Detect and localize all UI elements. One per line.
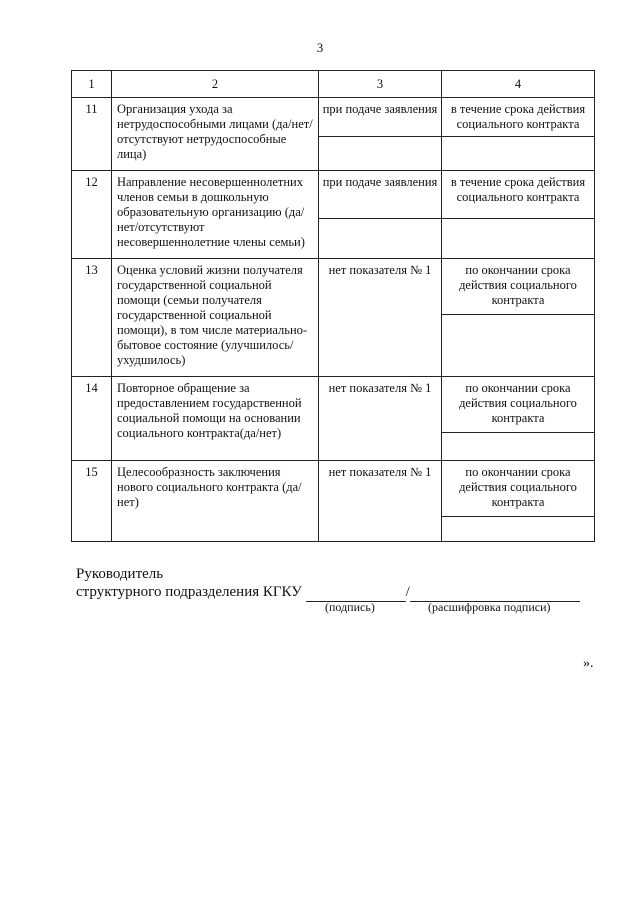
- col4-value: по окончании срока действия социального контракта: [459, 263, 577, 307]
- col3-value: при подаче заявления: [322, 102, 438, 116]
- signature-block: [76, 565, 580, 602]
- col4-empty-cell: [442, 218, 594, 219]
- col4-empty-cell: [442, 432, 594, 433]
- signature-separator: /: [405, 584, 410, 600]
- row-description: Направление несовершеннолетних членов семьи в дошкольную образовательную организацию (да/нет/отсутствуют несовершеннолетние члены семьи): [112, 171, 319, 259]
- col3-empty-cell: [319, 218, 441, 219]
- row-description: Целесообразность заключения нового социального контракта (да/нет): [112, 461, 319, 542]
- col3-value: нет показателя № 1: [328, 381, 432, 395]
- col3-value: нет показателя № 1: [328, 465, 432, 479]
- col4-value: по окончании срока действия социального контракта: [459, 381, 577, 425]
- row-description: Оценка условий жизни получателя государственной социальной помощи (семьи получателя государственной социальной помощи), в том числе материально-бытовое состояние (улучшилось/ухудшилось): [112, 259, 319, 377]
- col3-empty-cell: [319, 136, 441, 137]
- row-col4: [442, 171, 595, 259]
- col4-value: по окончании срока действия социального контракта: [459, 465, 577, 509]
- col3-value: при подаче заявления: [322, 175, 438, 189]
- table-header-row: [72, 71, 595, 98]
- row-col3: [319, 259, 442, 377]
- col4-empty-cell: [442, 136, 594, 137]
- col4-value: в течение срока действия социального контракта: [450, 175, 586, 204]
- col4-empty-cell: [442, 516, 594, 517]
- col4-empty-cell: [442, 314, 594, 315]
- row-number: 11: [72, 98, 112, 171]
- row-col4: [442, 461, 595, 542]
- table-row: [72, 98, 595, 171]
- page-number: 3: [316, 40, 324, 55]
- table-row: [72, 461, 595, 542]
- row-col3: [319, 171, 442, 259]
- row-col4: [442, 98, 595, 171]
- row-col4: [442, 377, 595, 461]
- table-row: [72, 171, 595, 259]
- row-col3: [319, 461, 442, 542]
- col4-value: в течение срока действия социального контракта: [450, 102, 586, 131]
- signature-department: структурного подразделения КГКУ: [76, 584, 302, 600]
- row-number: 15: [72, 461, 112, 542]
- column-header: 3: [319, 71, 442, 98]
- row-description: Повторное обращение за предоставлением государственной социальной помощи на основании социального контракта(да/нет): [112, 377, 319, 461]
- row-col3: [319, 377, 442, 461]
- signature-title: Руководитель: [76, 566, 164, 582]
- column-header: 1: [72, 71, 112, 98]
- table-row: [72, 259, 595, 377]
- column-header: 2: [112, 71, 319, 98]
- row-col3: [319, 98, 442, 171]
- row-col4: [442, 259, 595, 377]
- report-table: [71, 70, 595, 542]
- closing-quote-mark: ».: [583, 656, 594, 671]
- caption-decoding: (расшифровка подписи): [428, 600, 551, 614]
- row-number: 14: [72, 377, 112, 461]
- col3-value: нет показателя № 1: [328, 263, 432, 277]
- caption-signature: (подпись): [325, 600, 375, 614]
- table-row: [72, 377, 595, 461]
- row-number: 13: [72, 259, 112, 377]
- row-number: 12: [72, 171, 112, 259]
- row-description: Организация ухода за нетрудоспособными лицами (да/нет/ отсутствуют нетрудоспособные лица): [112, 98, 319, 171]
- column-header: 4: [442, 71, 595, 98]
